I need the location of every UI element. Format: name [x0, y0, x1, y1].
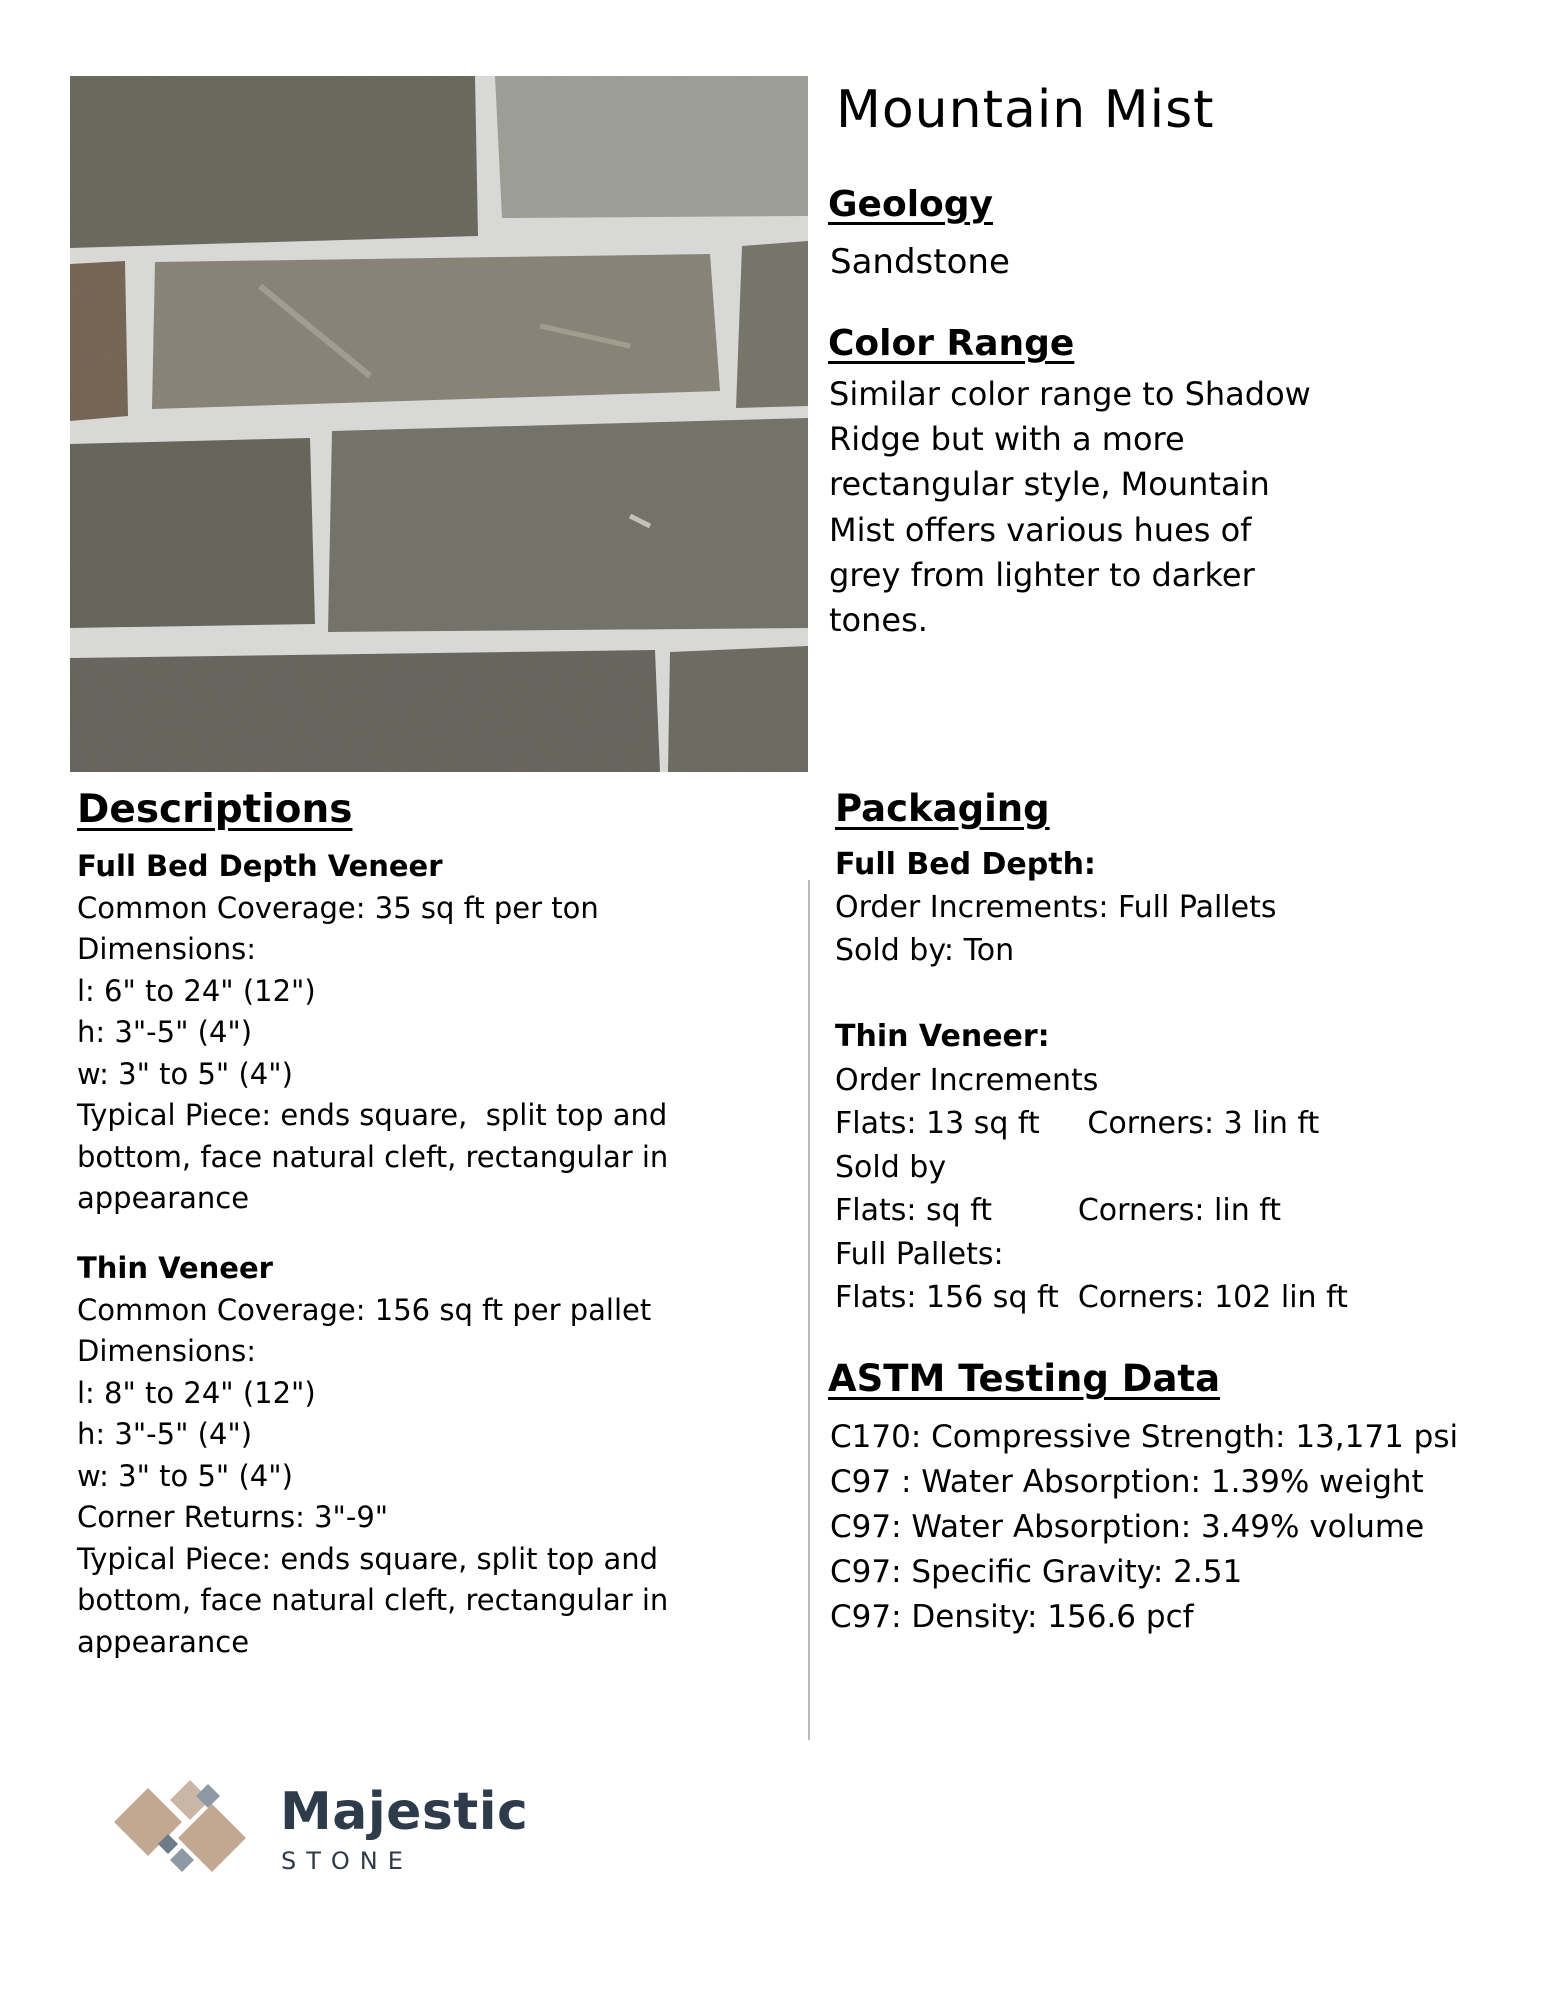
text-line: Dimensions: [77, 932, 257, 966]
descriptions-heading: Descriptions [77, 787, 353, 832]
majestic-stone-logo-icon [112, 1778, 262, 1874]
text-line: l: 8" to 24" (12") [77, 1375, 316, 1410]
packaging-full-bed [835, 843, 1277, 972]
text-line: Sold by: Ton [835, 933, 1015, 968]
text-line: Order Increments [835, 1062, 1099, 1098]
packaging-thin-title: Thin Veneer: [835, 1019, 1050, 1054]
column-divider [808, 880, 810, 1740]
full-bed-description [77, 846, 668, 1220]
text-line: Common Coverage: 35 sq ft per ton [77, 890, 599, 925]
text-line: tones. [829, 601, 928, 640]
text-line: Order Increments: Full Pallets [835, 890, 1277, 925]
text-line: Flats: 13 sq ft Corners: 3 lin ft [835, 1106, 1320, 1141]
text-line: rectangular style, Mountain [829, 465, 1270, 504]
text-line: w: 3" to 5" (4") [77, 1056, 293, 1091]
text-line: appearance [77, 1181, 250, 1215]
packaging-thin-veneer [835, 1015, 1348, 1320]
text-line: bottom, face natural cleft, rectangular in [77, 1139, 669, 1174]
astm-data [830, 1415, 1458, 1640]
text-line: Flats: sq ft Corners: lin ft [835, 1193, 1282, 1228]
stone-sample-image [70, 76, 808, 772]
text-line: Sold by [835, 1149, 947, 1185]
packaging-full-bed-title: Full Bed Depth: [835, 847, 1096, 882]
text-line: Typical Piece: ends square, split top and [77, 1541, 659, 1576]
text-line: Full Pallets: [835, 1236, 1004, 1272]
logo-wordmark: Majestic [280, 1782, 529, 1842]
text-line: w: 3" to 5" (4") [77, 1458, 293, 1493]
geology-heading: Geology [828, 184, 994, 225]
text-line: appearance [77, 1624, 250, 1659]
text-line: Mist offers various hues of [829, 510, 1252, 549]
astm-line: C170: Compressive Strength: 13,171 psi [830, 1419, 1459, 1455]
color-range-text [829, 372, 1311, 643]
text-line: h: 3"-5" (4") [77, 1015, 253, 1049]
text-line: bottom, face natural cleft, rectangular in [77, 1583, 669, 1617]
thin-veneer-title: Thin Veneer [77, 1251, 273, 1285]
text-line: l: 6" to 24" (12") [77, 973, 316, 1008]
text-line: Corner Returns: 3"-9" [77, 1500, 389, 1534]
text-line: Flats: 156 sq ft Corners: 102 lin ft [835, 1280, 1348, 1315]
astm-heading: ASTM Testing Data [828, 1357, 1221, 1400]
thin-veneer-description [77, 1248, 668, 1663]
full-bed-title: Full Bed Depth Veneer [77, 849, 443, 883]
astm-line: C97: Specific Gravity: 2.51 [830, 1554, 1243, 1590]
logo-subtitle: STONE [281, 1847, 413, 1875]
text-line: h: 3"-5" (4") [77, 1417, 253, 1451]
astm-line: C97: Density: 156.6 pcf [830, 1599, 1194, 1635]
astm-line: C97: Water Absorption: 3.49% volume [830, 1509, 1425, 1545]
packaging-heading: Packaging [835, 787, 1050, 830]
astm-line: C97 : Water Absorption: 1.39% weight [830, 1464, 1424, 1500]
text-line: Dimensions: [77, 1334, 257, 1368]
text-line: Ridge but with a more [829, 420, 1185, 459]
color-range-heading: Color Range [828, 323, 1075, 364]
text-line: Common Coverage: 156 sq ft per pallet [77, 1292, 652, 1327]
geology-value: Sandstone [830, 242, 1010, 282]
text-line: Typical Piece: ends square, split top and [77, 1098, 668, 1132]
text-line: grey from lighter to darker [829, 555, 1255, 594]
product-title: Mountain Mist [836, 80, 1215, 140]
text-line: Similar color range to Shadow [829, 375, 1311, 413]
